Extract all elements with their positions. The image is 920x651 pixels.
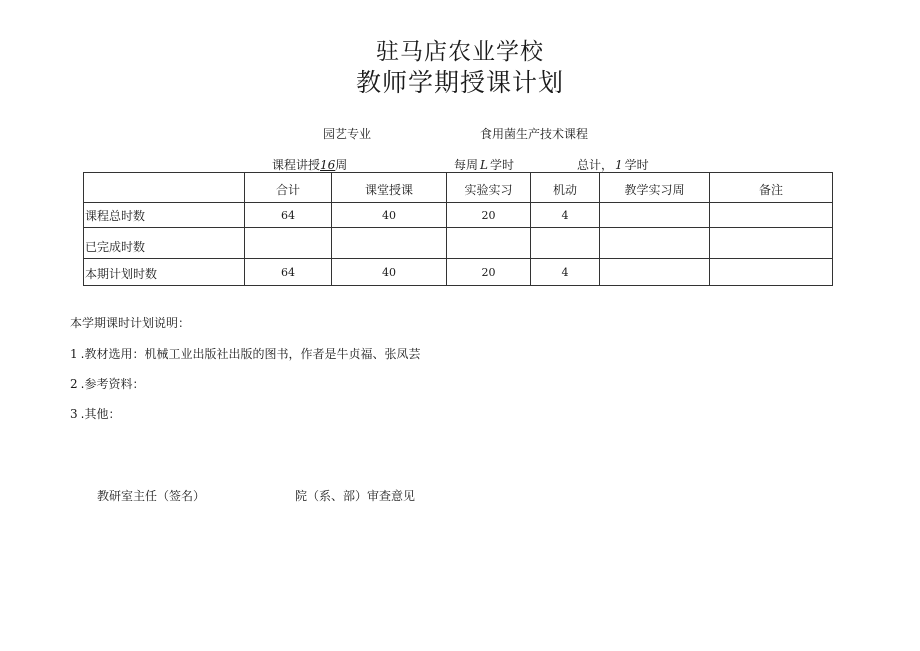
total-value: 1 bbox=[615, 158, 623, 172]
per-week-prefix: 每周 bbox=[454, 158, 479, 172]
table-cell bbox=[600, 228, 710, 259]
per-week-value: L bbox=[480, 158, 488, 172]
weeks-value: 16 bbox=[320, 158, 336, 172]
note-item bbox=[70, 405, 120, 422]
header-cell bbox=[84, 173, 245, 203]
table-row bbox=[84, 203, 833, 228]
table-cell bbox=[710, 259, 833, 286]
table-cell: 40 bbox=[332, 259, 447, 286]
row-label: 已完成时数 bbox=[84, 228, 245, 259]
table-cell: 40 bbox=[332, 203, 447, 228]
per-week-suffix: 学时 bbox=[489, 158, 514, 172]
row-label: 本期计划时数 bbox=[84, 259, 245, 286]
note-number: 2 bbox=[70, 377, 78, 391]
notes-heading: 本学期课时计划说明： bbox=[70, 316, 191, 330]
course-label: 食用菌生产技术课程 bbox=[480, 127, 589, 141]
note-item bbox=[70, 375, 144, 392]
header-cell: 教学实习周 bbox=[600, 173, 710, 203]
header-cell: 实验实习 bbox=[447, 173, 531, 203]
weeks-suffix: 周 bbox=[335, 158, 348, 172]
table-cell: 20 bbox=[447, 203, 531, 228]
note-number: 1 bbox=[70, 347, 78, 361]
table-cell bbox=[332, 228, 447, 259]
note-item bbox=[70, 345, 420, 362]
major-label: 园艺专业 bbox=[323, 127, 372, 141]
table-header-row bbox=[84, 173, 833, 203]
header-cell: 备注 bbox=[710, 173, 833, 203]
note-text: .其他： bbox=[80, 407, 121, 421]
weeks-line bbox=[272, 156, 347, 173]
table-cell bbox=[710, 228, 833, 259]
table-cell: 4 bbox=[531, 203, 600, 228]
note-text: .教材选用：机械工业出版社出版的图书，作者是牛贞福、张凤芸 bbox=[80, 347, 421, 361]
table-row bbox=[84, 228, 833, 259]
weeks-prefix: 课程讲授 bbox=[272, 158, 321, 172]
total-prefix: 总计， bbox=[577, 158, 614, 172]
department-review-label: 院（系、部）审查意见 bbox=[295, 489, 416, 503]
header-cell: 课堂授课 bbox=[332, 173, 447, 203]
table-cell bbox=[531, 228, 600, 259]
plan-title: 教师学期授课计划 bbox=[355, 68, 564, 97]
header-cell: 合计 bbox=[245, 173, 332, 203]
table-cell: 64 bbox=[245, 259, 332, 286]
note-text: .参考资料： bbox=[80, 377, 145, 391]
table-cell: 20 bbox=[447, 259, 531, 286]
table-cell: 4 bbox=[531, 259, 600, 286]
table-cell bbox=[600, 203, 710, 228]
table-cell bbox=[710, 203, 833, 228]
table-cell bbox=[447, 228, 531, 259]
total-suffix: 学时 bbox=[624, 158, 649, 172]
per-week-line bbox=[454, 156, 514, 173]
director-signature-label: 教研室主任（签名） bbox=[97, 489, 206, 503]
total-line bbox=[577, 156, 649, 173]
hours-table bbox=[83, 172, 833, 286]
row-label: 课程总时数 bbox=[84, 203, 245, 228]
table-row bbox=[84, 259, 833, 286]
note-number: 3 bbox=[70, 407, 78, 421]
table-cell bbox=[245, 228, 332, 259]
table-cell bbox=[600, 259, 710, 286]
school-title: 驻马店农业学校 bbox=[376, 39, 544, 65]
table-cell: 64 bbox=[245, 203, 332, 228]
header-cell: 机动 bbox=[531, 173, 600, 203]
